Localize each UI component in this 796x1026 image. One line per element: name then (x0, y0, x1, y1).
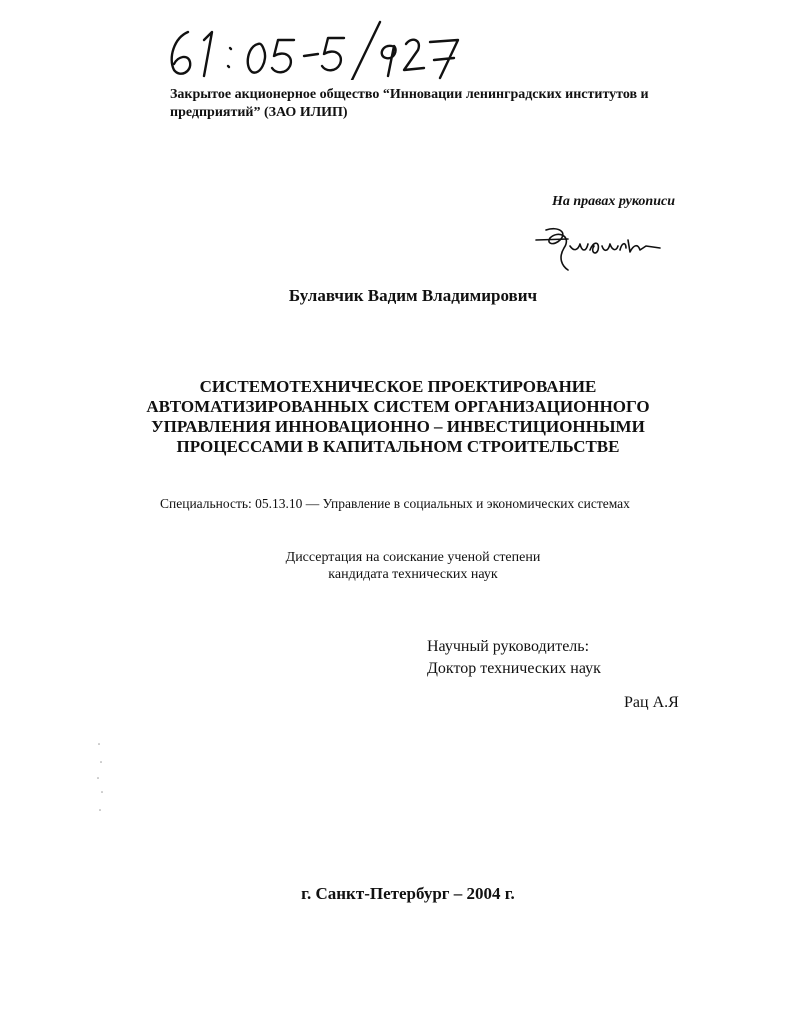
scan-speckles (95, 740, 109, 820)
degree-line: кандидата технических наук (328, 567, 498, 582)
rights-note: На правах рукописи (552, 194, 675, 209)
supervisor-label: Научный руководитель: (427, 638, 590, 655)
supervisor-block (427, 636, 601, 680)
city-and-year: г. Санкт-Петербург – 2004 г. (301, 884, 515, 903)
specialty: Специальность: 05.13.10 — Управление в социальных и экономических системах (160, 496, 630, 511)
degree-line: Диссертация на соискание ученой степени (285, 550, 541, 565)
title-line: АВТОМАТИЗИРОВАННЫХ СИСТЕМ ОРГАНИЗАЦИОННОГО (146, 397, 650, 416)
title-line: УПРАВЛЕНИЯ ИННОВАЦИОННО – ИНВЕСТИЦИОННЫМИ (151, 417, 645, 436)
dissertation-degree (0, 549, 796, 583)
title-line: СИСТЕМОТЕХНИЧЕСКОЕ ПРОЕКТИРОВАНИЕ (199, 377, 597, 396)
author-name: Булавчик Вадим Владимирович (288, 286, 538, 305)
supervisor-degree: Доктор технических наук (427, 660, 601, 677)
handwritten-archive-number (160, 10, 480, 80)
supervisor-name: Рац А.Я (624, 694, 679, 711)
organization-name: Закрытое акционерное общество “Инновации ленинградских институтов и предприятий” (ЗАО ИЛИП) (170, 87, 649, 120)
dissertation-title (0, 377, 796, 457)
author-signature (528, 222, 668, 272)
title-line: ПРОЦЕССАМИ В КАПИТАЛЬНОМ СТРОИТЕЛЬСТВЕ (176, 437, 620, 456)
